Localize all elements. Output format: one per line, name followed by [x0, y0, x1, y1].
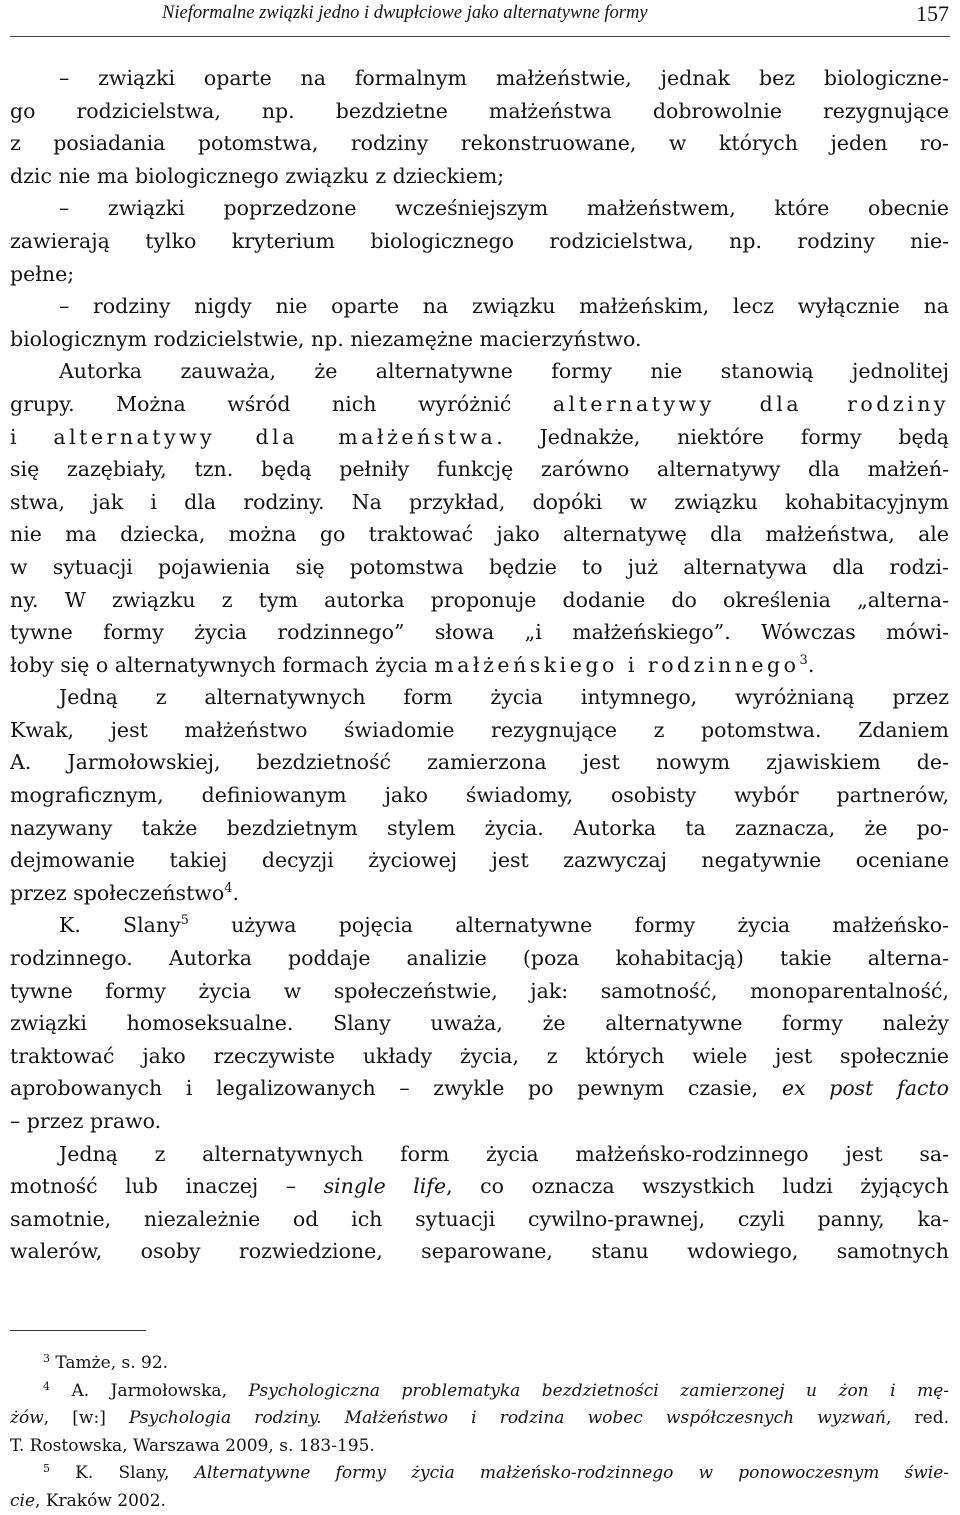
spaced-emphasis: małżeńskiego i rodzinnego: [434, 653, 799, 677]
text-line: traktować jako rzeczywiste układy życia, z których wiele jest społecznie: [10, 1040, 949, 1073]
footnote-line: T. Rostowska, Warszawa 2009, s. 183-195.: [10, 1433, 949, 1461]
text-line: w sytuacji pojawienia się potomstwa będzie to już alternatywa dla rodzi-: [10, 551, 949, 584]
italic-phrase: ex post facto: [782, 1076, 949, 1100]
text-line: Jedną z alternatywnych form życia małżeńsko-rodzinnego jest sa-: [10, 1138, 949, 1171]
text-line: A. Jarmołowskiej, bezdzietność zamierzona jest nowym zjawiskiem de-: [10, 746, 949, 779]
text-line: dejmowanie takiej decyzji życiowej jest zazwyczaj negatywnie oceniane: [10, 844, 949, 877]
text-line: ny. W związku z tym autorka proponuje dodanie do określenia „alterna-: [10, 584, 949, 617]
footnote-ref: 5: [181, 913, 189, 928]
text-line: i alternatywy dla małżeństwa. Jednakże, niektóre formy będą: [10, 421, 949, 454]
footnote-ref: 4: [224, 881, 232, 896]
running-title: Nieformalne związki jedno i dwupłciowe jako alternatywne formy: [162, 3, 648, 24]
footnote-line: $^4$ A. Jarmołowska, Psychologiczna problematyka bezdzietności zamierzonej u żon i mę-: [10, 1378, 949, 1406]
text-line: rodzinnego. Autorka poddaje analizie (poza kohabitacją) takie alterna-: [10, 942, 949, 975]
text-line: aprobowanych i legalizowanych – zwykle po pewnym czasie, ex post facto: [10, 1072, 949, 1105]
text-line: zawierają tylko kryterium biologicznego rodzicielstwa, np. rodziny nie-: [10, 225, 949, 258]
text-line: go rodzicielstwa, np. bezdzietne małżeństwa dobrowolnie rezygnujące: [10, 95, 949, 128]
text-line: stwa, jak i dla rodziny. Na przykład, dopóki w związku kohabitacyjnym: [10, 486, 949, 519]
text-line: walerów, osoby rozwiedzione, separowane, stanu wdowiego, samotnych: [10, 1235, 949, 1268]
text-line: związki homoseksualne. Slany uważa, że alternatywne formy należy: [10, 1007, 949, 1040]
text-line: Autorka zauważa, że alternatywne formy nie stanowią jednolitej: [10, 355, 949, 388]
footnote-separator: [10, 1330, 146, 1331]
footnote-line: cie, Kraków 2002.: [10, 1488, 949, 1515]
text-line: grupy. Można wśród nich wyróżnić alternatywy dla rodziny: [10, 388, 949, 421]
text-line: tywne formy życia w społeczeństwie, jak: samotność, monoparentalność,: [10, 975, 949, 1008]
text-line: nie ma dziecka, można go traktować jako alternatywę dla małżeństwa, ale: [10, 518, 949, 551]
text-line: dzic nie ma biologicznego związku z dzieckiem;: [10, 160, 949, 193]
text-line: z posiadania potomstwa, rodziny rekonstruowane, w których jeden ro-: [10, 127, 949, 160]
text-line: przez społeczeństwo$^4$.: [10, 877, 949, 910]
text-line: – związki oparte na formalnym małżeństwie, jednak bez biologiczne-: [10, 62, 949, 95]
body-text: [10, 62, 949, 1268]
text-line: – rodziny nigdy nie oparte na związku małżeńskim, lecz wyłącznie na: [10, 290, 949, 323]
text-line: biologicznym rodzicielstwie, np. niezamężne macierzyństwo.: [10, 323, 949, 356]
footnote-line: $^3$ Tamże, s. 92.: [10, 1350, 949, 1378]
text-line: łoby się o alternatywnych formach życia małżeńskiego i rodzinnego$^3$.: [10, 649, 949, 682]
text-line: – związki poprzedzone wcześniejszym małżeństwem, które obecnie: [10, 192, 949, 225]
italic-phrase: single life: [324, 1174, 446, 1198]
spaced-emphasis: alternatywy dla małżeństwa: [53, 425, 496, 449]
text-line: tywne formy życia rodzinnego” słowa „i małżeńskiego”. Wówczas mówi-: [10, 616, 949, 649]
footnote-line: $^5$ K. Slany, Alternatywne formy życia małżeńsko-rodzinnego w ponowoczesnym świe-: [10, 1460, 949, 1488]
spaced-emphasis: alternatywy dla rodziny: [553, 392, 949, 416]
text-line: motność lub inaczej – single life, co oznacza wszystkich ludzi żyjących: [10, 1170, 949, 1203]
text-line: pełne;: [10, 258, 949, 291]
text-line: się zazębiały, tzn. będą pełniły funkcję zarówno alternatywy dla małżeń-: [10, 453, 949, 486]
text-line: Kwak, jest małżeństwo świadomie rezygnujące z potomstwa. Zdaniem: [10, 714, 949, 747]
footnote-line: żów, [w:] Psychologia rodziny. Małżeństwo i rodzina wobec współczesnych wyzwań, red.: [10, 1405, 949, 1433]
text-line: nazywany także bezdzietnym stylem życia. Autorka ta zaznacza, że po-: [10, 812, 949, 845]
text-line: Jedną z alternatywnych form życia intymnego, wyróżnianą przez: [10, 681, 949, 714]
text-line: mograficznym, definiowanym jako świadomy, osobisty wybór partnerów,: [10, 779, 949, 812]
page-number: 157: [916, 1, 949, 27]
text-line: – przez prawo.: [10, 1105, 949, 1138]
text-line: K. Slany$^5$ używa pojęcia alternatywne formy życia małżeńsko-: [10, 909, 949, 942]
running-header: [10, 0, 950, 37]
text-line: samotnie, niezależnie od ich sytuacji cywilno-prawnej, czyli panny, ka-: [10, 1203, 949, 1236]
footnote-ref: 3: [800, 653, 808, 668]
footnotes: [10, 1350, 949, 1515]
